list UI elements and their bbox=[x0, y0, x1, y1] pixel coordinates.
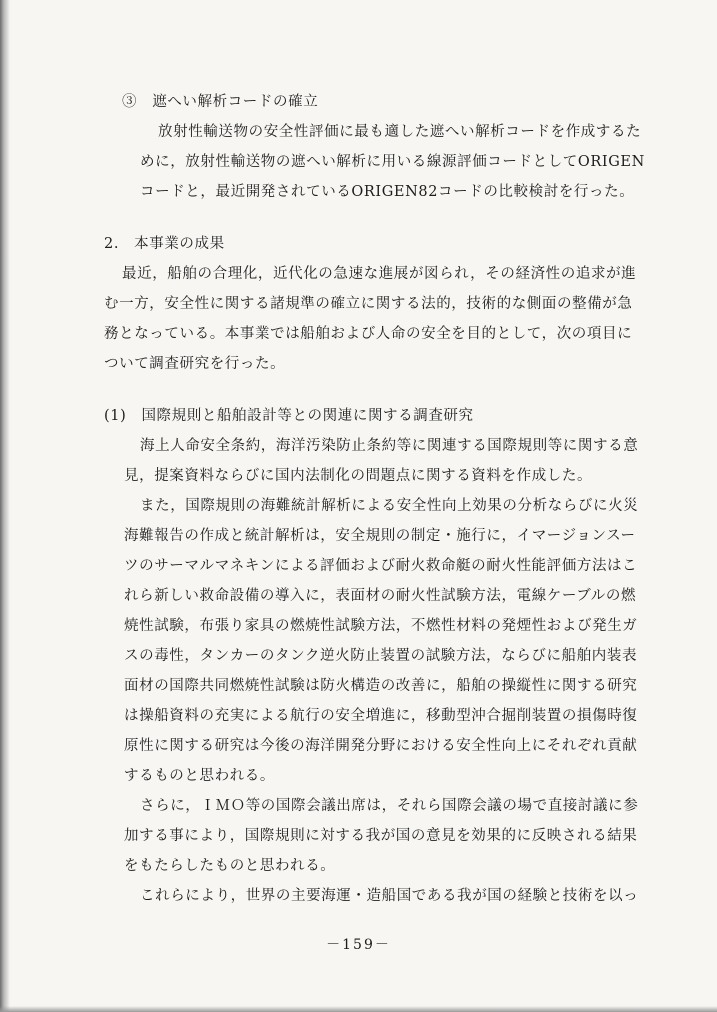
item1-line-7: 焼性試験，布張り家具の燃焼性試験方法，不燃性材料の発煙性および発生ガ bbox=[124, 618, 638, 634]
item1-heading: (1) 国際規則と船舶設計等との関連に関する調査研究 bbox=[104, 408, 474, 424]
results-line-2: む一方，安全性に関する諸規準の確立に関する法的，技術的な側面の整備が急 bbox=[104, 296, 633, 312]
item1-line-11: 原性に関する研究は今後の海洋開発分野における安全性向上にそれぞれ貢献 bbox=[124, 738, 638, 754]
item1-line-2: 見，提案資料ならびに国内法制化の問題点に関する資料を作成した。 bbox=[124, 468, 593, 484]
item1-line-4: 海難報告の作成と統計解析は，安全規則の制定・施行に，イマージョンスー bbox=[124, 528, 636, 544]
section3-line-2: めに，放射性輸送物の遮へい解析に用いる線源評価コードとしてORIGEN bbox=[140, 154, 645, 170]
item1-line-13: さらに，ＩＭＯ等の国際会議出席は，それら国際会議の場で直接討議に参 bbox=[140, 798, 639, 814]
item1-line-9: 面材の国際共同燃焼性試験は防火構造の改善に，船舶の操縦性に関する研究 bbox=[124, 678, 638, 694]
results-line-3: 務となっている。本事業では船舶および人命の安全を目的として，次の項目に bbox=[104, 326, 633, 342]
item1-line-15: をもたらしたものと思われる。 bbox=[124, 858, 336, 874]
item1-line-10: は操船資料の充実による航行の安全増進に，移動型沖合掘削装置の損傷時復 bbox=[124, 708, 638, 724]
item1-line-6: れら新しい救命設備の導入に，表面材の耐火性試験方法，電線ケーブルの燃 bbox=[124, 588, 637, 604]
section3-heading: ③ 遮へい解析コードの確立 bbox=[122, 94, 319, 110]
item1-line-14: 加する事により，国際規則に対する我が国の意見を効果的に反映される結果 bbox=[124, 828, 638, 844]
item1-line-8: スの毒性，タンカーのタンク逆火防止装置の試験方法，ならびに船舶内装表 bbox=[124, 648, 638, 664]
item1-line-16: これらにより，世界の主要海運・造船国である我が国の経験と技術を以っ bbox=[140, 888, 639, 904]
results-line-1: 最近，船舶の合理化，近代化の急速な進展が図られ，その経済性の追求が進 bbox=[122, 266, 637, 282]
page-number: －159－ bbox=[326, 937, 391, 953]
item1-line-3: また，国際規則の海難統計解析による安全性向上効果の分析ならびに火災 bbox=[140, 498, 639, 514]
item1-line-12: するものと思われる。 bbox=[124, 768, 275, 784]
section3-line-3: コードと，最近開発されているORIGEN82コードの比較検討を行った。 bbox=[140, 184, 635, 200]
results-line-4: ついて調査研究を行った。 bbox=[104, 356, 286, 372]
results-heading: 2. 本事業の成果 bbox=[104, 236, 225, 252]
item1-line-5: ツのサーマルマネキンによる評価および耐火救命艇の耐火性能評価方法はこ bbox=[124, 558, 638, 574]
section3-line-1: 放射性輸送物の安全性評価に最も適した遮へい解析コードを作成するた bbox=[158, 124, 642, 140]
item1-line-1: 海上人命安全条約，海洋汚染防止条約等に関連する国際規則等に関する意 bbox=[140, 438, 639, 454]
